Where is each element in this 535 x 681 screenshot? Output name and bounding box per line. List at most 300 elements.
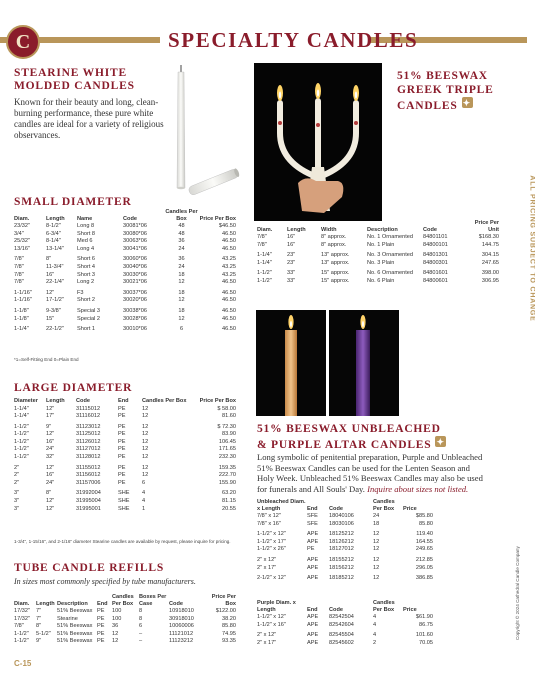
table-cell: 119.40 bbox=[416, 531, 433, 538]
table-cell: 30041*06 bbox=[123, 245, 147, 252]
table-cell: SFE bbox=[307, 513, 318, 519]
table-cell: 82545504 bbox=[329, 632, 354, 639]
table-cell: 171.65 bbox=[218, 446, 236, 453]
table-cell: 18126212 bbox=[329, 538, 354, 545]
table-cell: 46.50 bbox=[222, 315, 236, 322]
table-row bbox=[14, 246, 236, 254]
table-cell: Short 4 bbox=[77, 263, 96, 270]
table-cell: PE bbox=[118, 413, 126, 420]
table-cell: 7" bbox=[36, 608, 42, 614]
table-row bbox=[14, 623, 236, 631]
table-cell: 296.05 bbox=[415, 564, 433, 571]
table-cell: 1-1/2" bbox=[14, 446, 29, 453]
table-cell: – bbox=[139, 630, 143, 637]
table-cell: Short 6 bbox=[77, 256, 96, 263]
table-row bbox=[14, 256, 236, 264]
table-cell: 13-1/4" bbox=[46, 245, 64, 252]
table-cell: 18 bbox=[373, 520, 380, 527]
table-row bbox=[14, 631, 236, 639]
table-cell: 74.95 bbox=[222, 630, 236, 637]
table-cell: 31127012 bbox=[76, 446, 101, 453]
table-row bbox=[257, 252, 499, 260]
table-cell: 24" bbox=[46, 446, 55, 453]
table-row bbox=[14, 490, 236, 498]
table-cell: 31123012 bbox=[76, 423, 101, 430]
table-cell: SHE bbox=[118, 498, 130, 505]
table-cell: 1-1/2" x 12" bbox=[257, 531, 286, 538]
table-cell: 82542604 bbox=[329, 621, 354, 628]
table-cell: 6 bbox=[179, 326, 184, 333]
table-cell: 3" bbox=[14, 490, 20, 497]
table-cell: 18040106 bbox=[329, 513, 354, 519]
table-cell: No. 3 Plain bbox=[367, 259, 395, 266]
table-cell: 12" bbox=[46, 464, 55, 471]
purple-candle-image bbox=[329, 310, 399, 416]
tube-refills-subheading: In sizes most commonly specified by tube manufacturers. bbox=[14, 577, 196, 586]
table-cell: 8 bbox=[139, 615, 143, 622]
table-cell: 7/8" x 16" bbox=[257, 520, 281, 527]
table-cell: 18127012 bbox=[329, 546, 354, 553]
table-row bbox=[14, 308, 236, 316]
unbleached-table bbox=[257, 499, 433, 583]
table-cell: 8" bbox=[46, 490, 52, 497]
table-cell: 6-3/4" bbox=[46, 230, 61, 237]
table-row bbox=[14, 279, 236, 287]
table-cell: 2" bbox=[14, 464, 20, 471]
table-cell: 16" bbox=[46, 438, 55, 445]
table-cell: No. 1 Plain bbox=[367, 241, 395, 248]
table-row bbox=[14, 238, 236, 246]
column-header: Diam. bbox=[14, 215, 30, 222]
table-row bbox=[14, 431, 236, 439]
table-row bbox=[14, 472, 236, 480]
table-cell: 8" bbox=[46, 256, 52, 263]
table-cell: 36 bbox=[112, 623, 119, 630]
column-header: End bbox=[97, 600, 108, 607]
copyright-note: Copyright © 2024 Cathedral Candle Company bbox=[515, 546, 520, 640]
column-header: Candles Per Box bbox=[373, 600, 395, 613]
table-row bbox=[14, 413, 236, 421]
table-cell: 1-1/8" bbox=[14, 307, 29, 314]
table-cell: 43.25 bbox=[222, 256, 236, 263]
table-cell: 31156012 bbox=[76, 472, 101, 479]
table-row bbox=[14, 608, 236, 616]
table-cell: 51% Beeswax bbox=[57, 608, 93, 614]
column-header: Length bbox=[287, 226, 306, 233]
table-cell: 83.90 bbox=[222, 431, 236, 438]
table-cell: PE bbox=[97, 630, 105, 637]
table-cell: Long 8 bbox=[77, 223, 95, 229]
table-cell: 31155012 bbox=[76, 464, 101, 471]
table-row bbox=[14, 424, 236, 432]
imported-badge-icon bbox=[462, 97, 473, 108]
table-cell: APE bbox=[307, 531, 319, 538]
table-cell: 46.50 bbox=[222, 279, 236, 286]
table-cell: APE bbox=[307, 556, 319, 563]
column-header: Price Per Box bbox=[199, 215, 236, 222]
table-cell: 31125012 bbox=[76, 431, 101, 438]
column-header: Description bbox=[57, 600, 88, 607]
small-diameter-table bbox=[14, 209, 236, 334]
table-cell: 3/4" bbox=[14, 230, 24, 237]
table-cell: 4 bbox=[142, 498, 146, 505]
table-cell: 7" bbox=[36, 615, 42, 622]
table-cell: PE bbox=[97, 638, 105, 645]
column-header: Price bbox=[403, 606, 417, 613]
table-cell: 144.75 bbox=[481, 241, 499, 248]
column-header: Candles Per Box bbox=[112, 594, 134, 607]
table-cell: 17-1/2" bbox=[46, 297, 64, 304]
table-cell: 9" bbox=[46, 423, 52, 430]
table-cell: 20.55 bbox=[222, 505, 236, 512]
table-cell: 16" bbox=[46, 472, 55, 479]
table-cell: PE bbox=[97, 615, 105, 622]
table-cell: 16" bbox=[287, 234, 296, 240]
column-header: Candles Per Box bbox=[142, 398, 187, 404]
table-cell: 6 bbox=[142, 479, 146, 486]
table-cell: $46.50 bbox=[218, 223, 236, 229]
column-header: Code bbox=[169, 600, 183, 607]
table-row bbox=[14, 297, 236, 305]
table-cell: 30063*06 bbox=[123, 238, 147, 245]
table-row bbox=[257, 521, 433, 529]
table-cell: 12 bbox=[373, 556, 380, 563]
table-cell: PE bbox=[118, 446, 126, 453]
column-header: Price Per Box bbox=[199, 398, 236, 404]
table-cell: $ 58.00 bbox=[217, 405, 236, 412]
table-cell: APE bbox=[307, 621, 319, 628]
table-cell: 2 bbox=[373, 639, 377, 646]
table-cell: 46.50 bbox=[222, 326, 236, 333]
column-header: Code bbox=[329, 505, 343, 512]
table-cell: SFE bbox=[307, 520, 318, 527]
table-cell: 249.65 bbox=[415, 546, 433, 553]
table-row bbox=[257, 260, 499, 268]
table-cell: 12" bbox=[46, 505, 55, 512]
table-cell: Long 2 bbox=[77, 279, 95, 286]
table-cell: 12 bbox=[142, 438, 149, 445]
table-cell: 51% Beeswax bbox=[57, 623, 93, 630]
table-cell: 12" bbox=[46, 289, 55, 296]
table-cell: 1-1/2" x 17" bbox=[257, 538, 286, 545]
table-cell: PE bbox=[118, 438, 126, 445]
table-cell: 12 bbox=[373, 531, 380, 538]
table-cell: 222.70 bbox=[218, 472, 236, 479]
table-cell: 164.55 bbox=[415, 538, 433, 545]
table-cell: 31157006 bbox=[76, 479, 101, 486]
table-cell: PE bbox=[118, 423, 126, 430]
table-row bbox=[257, 546, 433, 554]
table-cell: 46.50 bbox=[222, 245, 236, 252]
table-cell: $85.80 bbox=[415, 513, 433, 519]
table-cell: 17" bbox=[46, 413, 55, 420]
table-cell: 12 bbox=[178, 315, 185, 322]
table-cell: 1-1/2" bbox=[14, 454, 29, 461]
table-cell: Short 1 bbox=[77, 326, 96, 333]
stearine-heading: STEARINE WHITE MOLDED CANDLES bbox=[14, 67, 135, 92]
table-row bbox=[14, 264, 236, 272]
table-cell: 1-1/4" bbox=[257, 259, 272, 266]
table-cell: 46.50 bbox=[222, 238, 236, 245]
small-diameter-heading: SMALL DIAMETER bbox=[14, 196, 132, 208]
table-cell: 30060*06 bbox=[123, 256, 147, 263]
page-title: SPECIALTY CANDLES bbox=[168, 28, 419, 52]
column-header: Purple Diam. x Length bbox=[257, 600, 296, 613]
table-cell: 46.50 bbox=[222, 230, 236, 237]
table-cell: 30020*06 bbox=[123, 297, 147, 304]
table-cell: 12" bbox=[46, 405, 55, 412]
small-diameter-footnote: *1=Self-Fitting End 0=Plain End bbox=[14, 357, 79, 362]
table-cell: 17/32" bbox=[14, 608, 30, 614]
table-row bbox=[14, 465, 236, 473]
table-cell: 38.20 bbox=[222, 615, 236, 622]
table-cell: 16" bbox=[46, 271, 55, 278]
table-cell: 2" bbox=[14, 479, 20, 486]
table-row bbox=[14, 316, 236, 324]
column-header: Price Per Unit bbox=[474, 220, 499, 233]
table-cell: 232.30 bbox=[218, 454, 236, 461]
table-cell: Med 6 bbox=[77, 238, 93, 245]
column-header: Name bbox=[77, 215, 93, 222]
table-cell: 18 bbox=[178, 271, 185, 278]
table-row bbox=[257, 531, 433, 539]
table-cell: 15" bbox=[46, 315, 55, 322]
table-row bbox=[14, 446, 236, 454]
table-cell: 84800301 bbox=[423, 259, 448, 266]
table-row bbox=[257, 622, 433, 630]
table-row bbox=[14, 506, 236, 514]
table-cell: PE bbox=[118, 479, 126, 486]
table-cell: $61.90 bbox=[415, 614, 433, 620]
table-cell: 1-1/2" bbox=[14, 630, 29, 637]
table-cell: 11123212 bbox=[169, 638, 194, 645]
table-cell: 1-1/2" bbox=[14, 423, 29, 430]
table-cell: 25/32" bbox=[14, 238, 30, 245]
table-cell: 306.95 bbox=[481, 277, 499, 284]
table-cell: 2" x 12" bbox=[257, 632, 277, 639]
table-cell: 159.35 bbox=[218, 464, 236, 471]
table-cell: 1-1/4" bbox=[14, 326, 29, 333]
table-cell: 8-1/4" bbox=[46, 238, 61, 245]
table-cell: 12 bbox=[112, 630, 119, 637]
table-row bbox=[14, 638, 236, 646]
table-cell: PE bbox=[118, 405, 126, 412]
column-header: Length bbox=[46, 215, 65, 222]
table-cell: No. 3 Ornamented bbox=[367, 252, 414, 259]
column-header: Price bbox=[403, 505, 417, 512]
table-cell: 7/8" bbox=[14, 271, 24, 278]
page-number: C-15 bbox=[14, 659, 32, 668]
table-cell: 24 bbox=[178, 245, 185, 252]
stearine-candle-image bbox=[170, 62, 245, 198]
table-cell: – bbox=[139, 638, 143, 645]
table-cell: 63.20 bbox=[222, 490, 236, 497]
table-cell: Short 2 bbox=[77, 297, 96, 304]
table-cell: 15" approx. bbox=[321, 277, 350, 284]
table-cell: 84801101 bbox=[423, 234, 448, 240]
large-diameter-table bbox=[14, 398, 236, 513]
table-cell: 12 bbox=[112, 638, 119, 645]
table-cell: 6 bbox=[139, 623, 143, 630]
table-cell: 15" approx. bbox=[321, 270, 350, 277]
table-cell: 1 bbox=[142, 505, 146, 512]
table-cell: 31128012 bbox=[76, 454, 101, 461]
table-cell: 3" bbox=[14, 498, 20, 505]
table-cell: 81.60 bbox=[222, 413, 236, 420]
large-diameter-heading: LARGE DIAMETER bbox=[14, 382, 133, 394]
column-header: Diam. bbox=[257, 226, 273, 233]
table-cell: 30918010 bbox=[169, 615, 194, 622]
table-cell: 2" bbox=[14, 472, 20, 479]
table-row bbox=[14, 454, 236, 462]
table-cell: No. 6 Plain bbox=[367, 277, 395, 284]
table-cell: 30081*06 bbox=[123, 223, 147, 229]
table-cell: 16" bbox=[287, 241, 296, 248]
table-cell: APE bbox=[307, 632, 319, 639]
table-cell: 3" bbox=[14, 505, 20, 512]
table-cell: PE bbox=[118, 431, 126, 438]
table-cell: 2" x 17" bbox=[257, 564, 277, 571]
greek-triple-heading: 51% BEESWAX GREEK TRIPLE CANDLES✦ bbox=[397, 69, 494, 113]
table-cell: 4 bbox=[373, 621, 377, 628]
table-cell: 12 bbox=[142, 423, 149, 430]
table-cell: PE bbox=[307, 546, 315, 553]
table-cell: 12 bbox=[142, 454, 149, 461]
table-cell: 386.85 bbox=[415, 575, 433, 582]
table-row bbox=[257, 614, 433, 622]
column-header: Width bbox=[321, 226, 337, 233]
table-row bbox=[14, 326, 236, 334]
table-cell: 22-1/4" bbox=[46, 279, 64, 286]
table-cell: 1-1/4" bbox=[14, 405, 29, 412]
table-cell: 8 bbox=[139, 608, 143, 614]
table-cell: Special 3 bbox=[77, 307, 101, 314]
table-cell: 2" x 17" bbox=[257, 639, 277, 646]
greek-triple-candle-image bbox=[254, 63, 382, 221]
table-cell: 18125212 bbox=[329, 531, 354, 538]
table-cell: 7/8" bbox=[14, 623, 24, 630]
table-cell: 85.80 bbox=[419, 520, 433, 527]
table-cell: 31995001 bbox=[76, 505, 101, 512]
table-row bbox=[14, 480, 236, 488]
column-header: End bbox=[118, 398, 129, 404]
table-cell: 30021*06 bbox=[123, 279, 147, 286]
table-cell: 8-1/2" bbox=[46, 223, 61, 229]
table-cell: 46.50 bbox=[222, 307, 236, 314]
table-cell: APE bbox=[307, 639, 319, 646]
table-cell: 31995004 bbox=[76, 498, 101, 505]
table-cell: 1-1/2" bbox=[257, 270, 272, 277]
table-cell: 31126012 bbox=[76, 438, 101, 445]
column-header: Code bbox=[423, 226, 437, 233]
table-cell: 18030106 bbox=[329, 520, 354, 527]
table-cell: Short 3 bbox=[77, 271, 96, 278]
table-cell: 13" approx. bbox=[321, 259, 350, 266]
table-cell: 12 bbox=[142, 413, 149, 420]
table-cell: 10918010 bbox=[169, 608, 194, 614]
table-cell: 1-1/4" bbox=[14, 413, 29, 420]
table-cell: 13/16" bbox=[14, 245, 30, 252]
table-cell: PE bbox=[118, 464, 126, 471]
table-cell: 7/8" bbox=[257, 241, 267, 248]
table-cell: 8" approx. bbox=[321, 241, 347, 248]
table-cell: Special 2 bbox=[77, 315, 101, 322]
table-cell: F3 bbox=[77, 289, 84, 296]
table-cell: 18185212 bbox=[329, 575, 354, 582]
table-cell: 46.50 bbox=[222, 297, 236, 304]
table-cell: 1-1/2" x 12" bbox=[257, 614, 286, 620]
table-cell: 30028*06 bbox=[123, 315, 147, 322]
table-cell: 1-1/8" bbox=[14, 315, 29, 322]
table-row bbox=[14, 616, 236, 624]
table-row bbox=[257, 575, 433, 583]
table-cell: 86.75 bbox=[419, 621, 433, 628]
table-row bbox=[257, 234, 499, 242]
table-cell: 8" approx. bbox=[321, 234, 347, 240]
table-cell: 1-1/2" x 26" bbox=[257, 546, 286, 553]
table-cell: 12 bbox=[142, 464, 149, 471]
table-row bbox=[257, 270, 499, 278]
altar-description: Long symbolic of penitential preparation, Purple and Unbleached 51% Beeswax Candles can be used for the Lenten Season and Holy Week. Unbleached 51% Beeswax Candles may also be used for funerals and All Souls' Day. Inquire about sizes not listed. bbox=[257, 452, 483, 494]
table-cell: 36 bbox=[178, 256, 185, 263]
table-cell: 12 bbox=[373, 546, 380, 553]
table-cell: 12" bbox=[46, 498, 55, 505]
table-cell: 31116012 bbox=[76, 413, 101, 420]
table-cell: 18156212 bbox=[329, 564, 354, 571]
table-cell: 5-1/2" bbox=[36, 630, 51, 637]
table-cell: 12 bbox=[373, 564, 380, 571]
table-cell: APE bbox=[307, 538, 319, 545]
table-row bbox=[257, 640, 433, 648]
table-cell: PE bbox=[118, 454, 126, 461]
table-cell: 30040*06 bbox=[123, 263, 147, 270]
table-cell: 4 bbox=[142, 490, 146, 497]
column-header: Length bbox=[46, 398, 65, 404]
table-cell: 30037*06 bbox=[123, 289, 147, 296]
imported-badge-icon bbox=[435, 436, 446, 447]
table-cell: 9" bbox=[36, 638, 42, 645]
table-row bbox=[14, 439, 236, 447]
table-cell: PE bbox=[97, 623, 105, 630]
table-cell: 48 bbox=[178, 223, 185, 229]
logo-seal-icon: C bbox=[6, 25, 40, 59]
table-cell: 84800601 bbox=[423, 277, 448, 284]
column-header: Code bbox=[123, 215, 137, 222]
table-cell: $ 72.30 bbox=[217, 423, 236, 430]
column-header: Boxes Per Case bbox=[139, 594, 167, 607]
column-header: End bbox=[307, 505, 318, 512]
table-cell: 84801601 bbox=[423, 270, 448, 277]
column-header: Price Per Box bbox=[211, 594, 236, 607]
table-cell: 398.00 bbox=[481, 270, 499, 277]
table-row bbox=[257, 539, 433, 547]
column-header: Code bbox=[329, 606, 343, 613]
table-cell: 1-1/4" bbox=[257, 252, 272, 259]
table-cell: 48 bbox=[178, 230, 185, 237]
table-cell: 24" bbox=[46, 479, 55, 486]
table-row bbox=[257, 242, 499, 250]
column-header: Diameter bbox=[14, 398, 38, 404]
table-cell: 2-1/2" x 12" bbox=[257, 575, 286, 582]
column-header: Diam. bbox=[14, 600, 30, 607]
table-cell: 1-1/2" bbox=[14, 638, 29, 645]
column-header: End bbox=[307, 606, 318, 613]
table-row bbox=[14, 231, 236, 239]
table-cell: 23" bbox=[287, 252, 296, 259]
table-cell: 31992004 bbox=[76, 490, 101, 497]
table-cell: 30038*06 bbox=[123, 307, 147, 314]
table-cell: 7/8" bbox=[14, 256, 24, 263]
